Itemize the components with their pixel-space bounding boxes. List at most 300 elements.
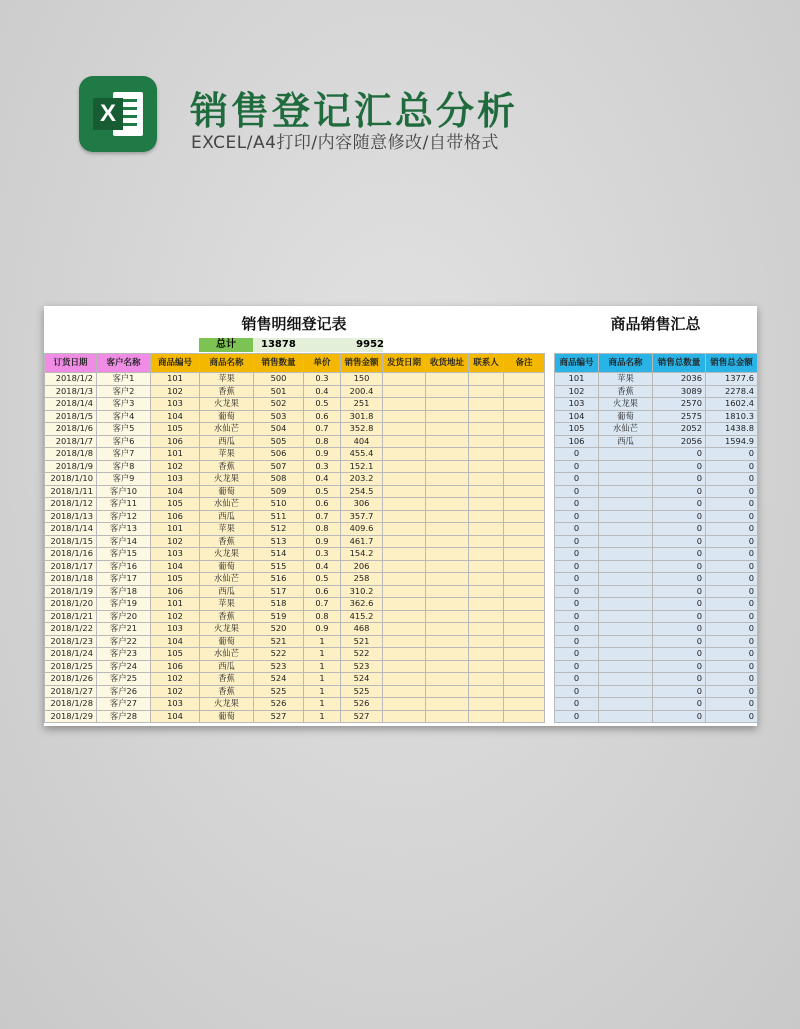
empty-cell [383, 623, 426, 636]
empty-cell [469, 473, 504, 486]
column-header: 商品名称 [200, 354, 254, 373]
table-cell: 2018/1/10 [45, 473, 97, 486]
empty-cell [504, 510, 545, 523]
table-cell: 葡萄 [200, 485, 254, 498]
table-cell: 0 [706, 698, 758, 711]
table-cell: 2018/1/21 [45, 610, 97, 623]
empty-cell [383, 498, 426, 511]
table-cell: 104 [555, 410, 599, 423]
table-row [555, 535, 758, 548]
table-cell: 2018/1/2 [45, 373, 97, 386]
table-cell: 客户15 [97, 548, 151, 561]
empty-cell [426, 648, 469, 661]
table-row [45, 485, 545, 498]
empty-cell [426, 398, 469, 411]
empty-cell [383, 448, 426, 461]
empty-cell [504, 473, 545, 486]
empty-cell [426, 560, 469, 573]
table-cell: 519 [254, 610, 304, 623]
table-cell: 106 [151, 435, 200, 448]
table-cell: 2056 [653, 435, 706, 448]
empty-cell [426, 585, 469, 598]
table-cell: 102 [151, 610, 200, 623]
table-cell: 2018/1/20 [45, 598, 97, 611]
table-cell [599, 685, 653, 698]
table-row [555, 435, 758, 448]
table-cell [599, 585, 653, 598]
table-cell [599, 473, 653, 486]
table-cell: 0 [653, 660, 706, 673]
table-row [45, 635, 545, 648]
table-cell: 524 [254, 673, 304, 686]
table-cell: 2018/1/23 [45, 635, 97, 648]
table-cell: 0 [706, 548, 758, 561]
table-cell: 西瓜 [599, 435, 653, 448]
table-cell: 0 [555, 560, 599, 573]
table-cell: 507 [254, 460, 304, 473]
empty-cell [426, 423, 469, 436]
page-subtitle: EXCEL/A4打印/内容随意修改/自带格式 [191, 133, 499, 153]
table-row [45, 448, 545, 461]
empty-cell [504, 573, 545, 586]
table-cell [599, 535, 653, 548]
table-cell: 0 [706, 510, 758, 523]
excel-logo-icon [79, 76, 157, 152]
table-cell: 香蕉 [200, 385, 254, 398]
table-row [555, 598, 758, 611]
table-cell: 0 [706, 635, 758, 648]
table-cell: 2018/1/3 [45, 385, 97, 398]
table-cell: 2018/1/15 [45, 535, 97, 548]
summary-table-title: 商品销售汇总 [610, 315, 701, 333]
table-cell: 0 [555, 673, 599, 686]
empty-cell [504, 648, 545, 661]
table-cell [599, 573, 653, 586]
table-cell: 520 [254, 623, 304, 636]
table-cell: 0.6 [304, 498, 341, 511]
total-amount: 9952 [356, 339, 384, 350]
table-cell [599, 710, 653, 723]
table-row [555, 385, 758, 398]
table-cell: 0.8 [304, 435, 341, 448]
table-cell [599, 448, 653, 461]
table-cell: 0 [653, 648, 706, 661]
table-cell: 2018/1/29 [45, 710, 97, 723]
table-cell: 0.9 [304, 535, 341, 548]
table-cell: 105 [151, 423, 200, 436]
table-cell [599, 523, 653, 536]
table-cell: 0 [653, 473, 706, 486]
table-cell: 0 [706, 498, 758, 511]
table-cell: 104 [151, 485, 200, 498]
table-cell: 2018/1/17 [45, 560, 97, 573]
table-cell: 357.7 [341, 510, 383, 523]
table-cell: 0 [555, 573, 599, 586]
empty-cell [383, 560, 426, 573]
table-cell: 客户21 [97, 623, 151, 636]
table-cell: 0 [653, 673, 706, 686]
table-row [45, 423, 545, 436]
table-row [555, 485, 758, 498]
table-cell: 101 [151, 373, 200, 386]
empty-cell [469, 435, 504, 448]
empty-cell [469, 535, 504, 548]
column-header: 备注 [504, 354, 545, 373]
empty-cell [504, 635, 545, 648]
page-title: 销售登记汇总分析 [190, 89, 519, 133]
empty-cell [383, 685, 426, 698]
table-cell: 0 [555, 685, 599, 698]
table-cell: 517 [254, 585, 304, 598]
table-cell: 258 [341, 573, 383, 586]
table-cell: 2018/1/11 [45, 485, 97, 498]
table-cell [599, 560, 653, 573]
empty-cell [383, 423, 426, 436]
table-cell: 106 [555, 435, 599, 448]
empty-cell [383, 573, 426, 586]
table-row [555, 523, 758, 536]
table-cell: 2018/1/6 [45, 423, 97, 436]
empty-cell [383, 673, 426, 686]
table-cell: 2018/1/16 [45, 548, 97, 561]
table-cell: 客户13 [97, 523, 151, 536]
table-cell: 客户3 [97, 398, 151, 411]
empty-cell [426, 410, 469, 423]
table-cell: 0 [555, 635, 599, 648]
table-cell: 苹果 [200, 448, 254, 461]
table-cell: 301.8 [341, 410, 383, 423]
empty-cell [426, 610, 469, 623]
table-cell: 2018/1/12 [45, 498, 97, 511]
empty-cell [504, 560, 545, 573]
empty-cell [469, 660, 504, 673]
table-cell: 0.7 [304, 598, 341, 611]
table-cell: 0.3 [304, 548, 341, 561]
empty-cell [383, 385, 426, 398]
table-row [45, 385, 545, 398]
empty-cell [383, 398, 426, 411]
table-cell: 0 [555, 710, 599, 723]
table-cell: 0 [706, 610, 758, 623]
table-cell: 103 [151, 473, 200, 486]
table-row [45, 460, 545, 473]
table-cell: 0 [653, 635, 706, 648]
empty-cell [469, 523, 504, 536]
table-cell: 104 [151, 410, 200, 423]
table-cell: 火龙果 [200, 473, 254, 486]
table-cell: 0 [706, 673, 758, 686]
table-cell [599, 485, 653, 498]
empty-cell [383, 598, 426, 611]
table-cell: 苹果 [200, 598, 254, 611]
table-cell: 1810.3 [706, 410, 758, 423]
empty-cell [426, 573, 469, 586]
empty-cell [383, 435, 426, 448]
empty-cell [383, 660, 426, 673]
table-row [555, 685, 758, 698]
table-row [555, 573, 758, 586]
empty-cell [469, 648, 504, 661]
table-cell [599, 635, 653, 648]
table-cell: 306 [341, 498, 383, 511]
table-cell: 客户26 [97, 685, 151, 698]
table-cell: 葡萄 [200, 635, 254, 648]
table-cell: 0 [653, 548, 706, 561]
table-cell: 508 [254, 473, 304, 486]
table-cell: 西瓜 [200, 585, 254, 598]
table-row [45, 648, 545, 661]
total-quantity: 13878 [253, 338, 383, 352]
empty-cell [469, 710, 504, 723]
table-cell: 0 [653, 560, 706, 573]
table-cell: 0 [706, 685, 758, 698]
table-cell [599, 460, 653, 473]
empty-cell [504, 585, 545, 598]
table-cell: 514 [254, 548, 304, 561]
table-cell: 2278.4 [706, 385, 758, 398]
table-cell: 0 [653, 510, 706, 523]
table-cell: 0.4 [304, 473, 341, 486]
table-cell: 0.5 [304, 485, 341, 498]
table-cell: 0.8 [304, 523, 341, 536]
empty-cell [383, 610, 426, 623]
table-cell: 0 [706, 573, 758, 586]
table-cell: 516 [254, 573, 304, 586]
table-cell: 526 [341, 698, 383, 711]
table-cell: 352.8 [341, 423, 383, 436]
empty-cell [426, 535, 469, 548]
table-cell [599, 510, 653, 523]
table-cell: 0 [653, 610, 706, 623]
table-cell: 葡萄 [200, 710, 254, 723]
empty-cell [383, 410, 426, 423]
empty-cell [426, 435, 469, 448]
table-cell: 506 [254, 448, 304, 461]
table-cell: 2018/1/13 [45, 510, 97, 523]
excel-x-glyph: X [93, 98, 123, 130]
table-cell: 1 [304, 648, 341, 661]
empty-cell [383, 548, 426, 561]
table-cell: 0 [555, 598, 599, 611]
table-row [45, 373, 545, 386]
empty-cell [469, 373, 504, 386]
table-cell: 客户1 [97, 373, 151, 386]
empty-cell [426, 473, 469, 486]
table-cell: 526 [254, 698, 304, 711]
table-cell: 522 [341, 648, 383, 661]
table-cell: 0 [555, 448, 599, 461]
table-cell: 504 [254, 423, 304, 436]
table-cell: 527 [254, 710, 304, 723]
table-cell: 火龙果 [200, 698, 254, 711]
table-cell: 0 [706, 660, 758, 673]
table-cell: 客户19 [97, 598, 151, 611]
table-cell: 客户10 [97, 485, 151, 498]
table-cell: 0 [706, 648, 758, 661]
table-cell: 1594.9 [706, 435, 758, 448]
table-cell: 0 [555, 660, 599, 673]
table-cell: 客户14 [97, 535, 151, 548]
table-row [45, 623, 545, 636]
table-cell [599, 598, 653, 611]
empty-cell [426, 623, 469, 636]
table-cell [599, 623, 653, 636]
table-cell: 500 [254, 373, 304, 386]
table-cell: 苹果 [200, 373, 254, 386]
table-row [45, 673, 545, 686]
table-cell: 501 [254, 385, 304, 398]
column-header: 客户名称 [97, 354, 151, 373]
table-cell: 0 [706, 710, 758, 723]
table-cell: 524 [341, 673, 383, 686]
table-cell: 0 [653, 448, 706, 461]
table-cell: 362.6 [341, 598, 383, 611]
table-cell: 西瓜 [200, 435, 254, 448]
table-row [555, 448, 758, 461]
table-cell: 0 [555, 623, 599, 636]
empty-cell [504, 460, 545, 473]
table-cell: 2052 [653, 423, 706, 436]
table-cell: 0.8 [304, 610, 341, 623]
table-cell: 0 [653, 535, 706, 548]
table-cell: 0.6 [304, 585, 341, 598]
table-cell: 2018/1/4 [45, 398, 97, 411]
table-cell: 101 [555, 373, 599, 386]
empty-cell [383, 535, 426, 548]
table-cell: 409.6 [341, 523, 383, 536]
table-cell: 0 [653, 685, 706, 698]
table-row [45, 598, 545, 611]
table-row [45, 398, 545, 411]
table-cell: 0 [653, 485, 706, 498]
empty-cell [504, 598, 545, 611]
table-cell: 510 [254, 498, 304, 511]
table-cell: 1 [304, 698, 341, 711]
table-cell: 火龙果 [599, 398, 653, 411]
table-cell: 102 [151, 535, 200, 548]
table-cell: 512 [254, 523, 304, 536]
table-cell: 0 [653, 585, 706, 598]
table-cell: 455.4 [341, 448, 383, 461]
empty-cell [469, 423, 504, 436]
empty-cell [383, 635, 426, 648]
table-cell: 客户8 [97, 460, 151, 473]
table-cell: 200.4 [341, 385, 383, 398]
table-cell: 2036 [653, 373, 706, 386]
column-header: 发货日期 [383, 354, 426, 373]
empty-cell [504, 610, 545, 623]
empty-cell [469, 610, 504, 623]
table-cell: 1 [304, 673, 341, 686]
table-cell: 103 [555, 398, 599, 411]
table-cell: 火龙果 [200, 398, 254, 411]
table-cell: 0 [555, 485, 599, 498]
empty-cell [469, 623, 504, 636]
table-cell: 水仙芒 [200, 573, 254, 586]
table-row [555, 635, 758, 648]
table-row [555, 610, 758, 623]
empty-cell [469, 585, 504, 598]
column-header: 销售总数量 [653, 354, 706, 373]
empty-cell [504, 423, 545, 436]
table-cell: 火龙果 [200, 623, 254, 636]
table-row [555, 373, 758, 386]
table-row [555, 423, 758, 436]
table-cell: 葡萄 [200, 410, 254, 423]
table-row [555, 510, 758, 523]
table-cell [599, 673, 653, 686]
table-cell: 102 [151, 460, 200, 473]
empty-cell [383, 585, 426, 598]
empty-cell [426, 373, 469, 386]
table-cell: 2018/1/19 [45, 585, 97, 598]
table-row [45, 585, 545, 598]
empty-cell [504, 410, 545, 423]
table-row [45, 523, 545, 536]
table-cell: 客户6 [97, 435, 151, 448]
total-label: 总计 [199, 338, 253, 352]
table-cell: 客户28 [97, 710, 151, 723]
table-cell: 103 [151, 398, 200, 411]
empty-cell [469, 460, 504, 473]
table-cell: 香蕉 [200, 610, 254, 623]
table-cell: 0.3 [304, 373, 341, 386]
table-row [45, 660, 545, 673]
column-header: 销售金额 [341, 354, 383, 373]
table-cell: 0.4 [304, 385, 341, 398]
table-cell: 505 [254, 435, 304, 448]
column-header: 单价 [304, 354, 341, 373]
table-cell: 521 [341, 635, 383, 648]
table-cell: 0 [555, 473, 599, 486]
table-row [45, 610, 545, 623]
table-cell: 468 [341, 623, 383, 636]
table-cell: 香蕉 [200, 535, 254, 548]
empty-cell [426, 460, 469, 473]
table-cell: 客户25 [97, 673, 151, 686]
table-cell: 102 [151, 385, 200, 398]
table-row [555, 660, 758, 673]
table-cell: 104 [151, 710, 200, 723]
table-cell: 518 [254, 598, 304, 611]
table-cell: 客户9 [97, 473, 151, 486]
empty-cell [426, 548, 469, 561]
table-cell: 火龙果 [200, 548, 254, 561]
empty-cell [383, 473, 426, 486]
table-row [555, 473, 758, 486]
table-row [555, 698, 758, 711]
table-cell: 0 [653, 498, 706, 511]
table-cell: 152.1 [341, 460, 383, 473]
table-cell: 154.2 [341, 548, 383, 561]
table-cell: 客户5 [97, 423, 151, 436]
table-cell: 客户11 [97, 498, 151, 511]
table-cell: 104 [151, 560, 200, 573]
table-cell: 客户2 [97, 385, 151, 398]
table-cell: 0 [555, 510, 599, 523]
table-cell: 251 [341, 398, 383, 411]
table-cell: 0 [706, 560, 758, 573]
table-cell: 1377.6 [706, 373, 758, 386]
table-cell: 2018/1/9 [45, 460, 97, 473]
table-cell: 0 [706, 598, 758, 611]
empty-cell [469, 385, 504, 398]
table-cell: 客户7 [97, 448, 151, 461]
table-cell: 0 [555, 648, 599, 661]
empty-cell [469, 498, 504, 511]
table-cell: 0 [555, 535, 599, 548]
table-cell: 客户27 [97, 698, 151, 711]
